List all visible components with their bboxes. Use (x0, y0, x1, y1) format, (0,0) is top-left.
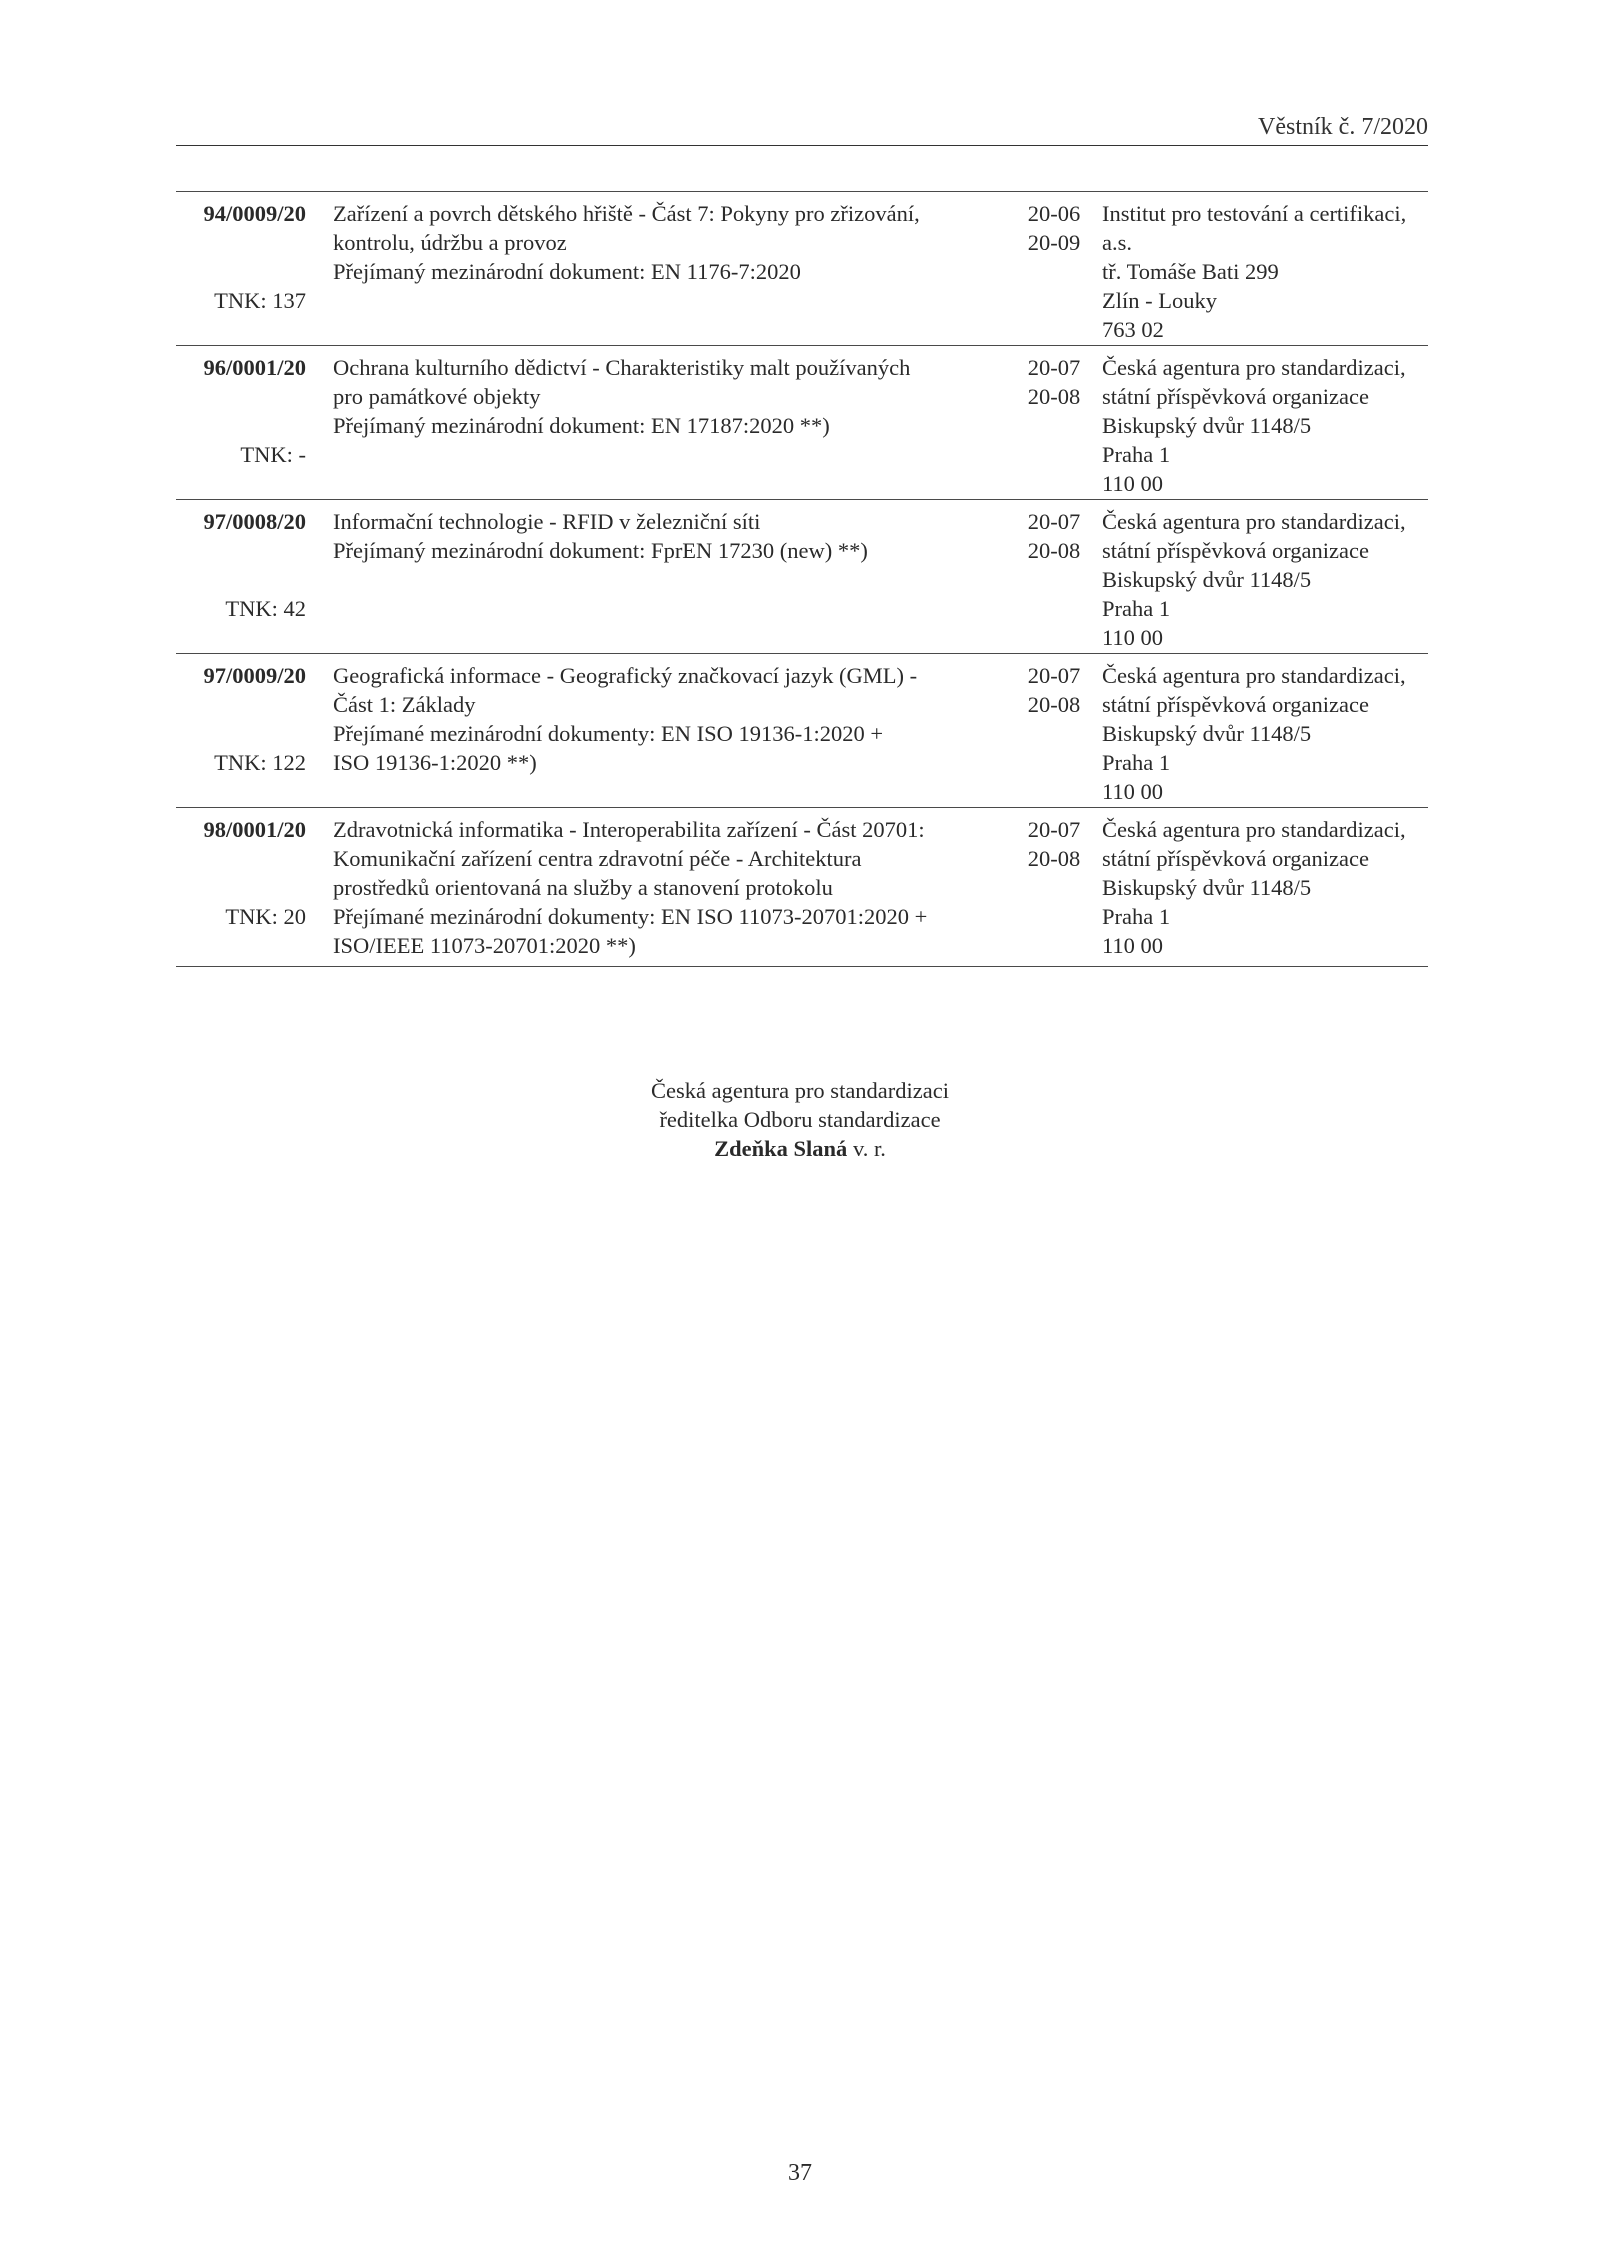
title-line: Přejímaný mezinárodní dokument: FprEN 17230 (new) **) (333, 538, 868, 563)
header-divider (176, 145, 1428, 146)
organization-line: Praha 1 (1102, 750, 1171, 775)
tnk-number: TNK: - (240, 442, 306, 467)
dates-cell (1011, 353, 1097, 411)
standards-table (176, 191, 1428, 967)
standard-title-cell (333, 353, 1013, 440)
title-line: Přejímaný mezinárodní dokument: EN 17187:2020 **) (333, 413, 830, 438)
organization-line: státní příspěvková organizace (1102, 692, 1369, 717)
standard-number: 98/0001/20 (203, 817, 306, 842)
title-line: Komunikační zařízení centra zdravotní péče - Architektura (333, 846, 862, 871)
date-value: 20-07 (1027, 817, 1081, 842)
title-line: prostředků orientovaná na služby a stanovení protokolu (333, 875, 833, 900)
table-row (176, 654, 1428, 808)
date-value: 20-07 (1027, 663, 1081, 688)
signature-block (500, 1076, 1100, 1163)
table-row (176, 346, 1428, 500)
title-line: Přejímaný mezinárodní dokument: EN 1176-7:2020 (333, 259, 801, 284)
date-value: 20-08 (1027, 384, 1081, 409)
title-line: Zařízení a povrch dětského hřiště - Část 7: Pokyny pro zřizování, (333, 201, 920, 226)
date-value: 20-07 (1027, 509, 1081, 534)
organization-line: státní příspěvková organizace (1102, 538, 1369, 563)
processor-organization-cell (1102, 661, 1432, 806)
standard-id-cell (176, 661, 306, 777)
organization-line: tř. Tomáše Bati 299 (1102, 259, 1279, 284)
title-line: Přejímané mezinárodní dokumenty: EN ISO 19136-1:2020 + (333, 721, 884, 746)
organization-line: a.s. (1102, 230, 1132, 255)
standard-number: 96/0001/20 (203, 355, 306, 380)
organization-line: státní příspěvková organizace (1102, 846, 1369, 871)
title-line: Informační technologie - RFID v železniční síti (333, 509, 761, 534)
table-row (176, 808, 1428, 967)
dates-cell (1011, 815, 1097, 873)
page-number: 37 (788, 2160, 812, 2186)
title-line: Část 1: Základy (333, 692, 476, 717)
title-line: ISO/IEEE 11073-20701:2020 **) (333, 933, 636, 958)
organization-line: 110 00 (1102, 933, 1164, 958)
title-line: ISO 19136-1:2020 **) (333, 750, 537, 775)
standard-title-cell (333, 815, 1013, 960)
date-value: 20-07 (1027, 355, 1081, 380)
tnk-number: TNK: 20 (225, 904, 306, 929)
organization-line: Biskupský dvůr 1148/5 (1102, 567, 1312, 592)
organization-line: Biskupský dvůr 1148/5 (1102, 875, 1312, 900)
standard-title-cell (333, 199, 1013, 286)
tnk-number: TNK: 122 (214, 750, 306, 775)
organization-line: Zlín - Louky (1102, 288, 1217, 313)
organization-line: Česká agentura pro standardizaci, (1102, 663, 1406, 688)
signature-position: ředitelka Odboru standardizace (659, 1107, 941, 1132)
processor-organization-cell (1102, 353, 1432, 498)
standard-title-cell (333, 661, 1013, 777)
organization-line: Biskupský dvůr 1148/5 (1102, 413, 1312, 438)
dates-cell (1011, 199, 1097, 257)
date-value: 20-08 (1027, 846, 1081, 871)
title-line: Zdravotnická informatika - Interoperabilita zařízení - Část 20701: (333, 817, 925, 842)
signature-suffix: v. r. (847, 1136, 886, 1161)
standard-title-cell (333, 507, 1013, 565)
standard-id-cell (176, 353, 306, 469)
dates-cell (1011, 661, 1097, 719)
organization-line: 110 00 (1102, 471, 1164, 496)
standard-id-cell (176, 507, 306, 623)
tnk-number: TNK: 42 (225, 596, 306, 621)
standard-number: 97/0008/20 (203, 509, 306, 534)
date-value: 20-08 (1027, 538, 1081, 563)
title-line: kontrolu, údržbu a provoz (333, 230, 567, 255)
standard-number: 97/0009/20 (203, 663, 306, 688)
organization-line: Česká agentura pro standardizaci, (1102, 509, 1406, 534)
date-value: 20-06 (1027, 201, 1081, 226)
organization-line: 110 00 (1102, 779, 1164, 804)
date-value: 20-09 (1027, 230, 1081, 255)
table-row (176, 192, 1428, 346)
organization-line: Institut pro testování a certifikaci, (1102, 201, 1407, 226)
title-line: Přejímané mezinárodní dokumenty: EN ISO 11073-20701:2020 + (333, 904, 928, 929)
standard-id-cell (176, 199, 306, 315)
processor-organization-cell (1102, 199, 1432, 344)
organization-line: Praha 1 (1102, 596, 1171, 621)
standard-number: 94/0009/20 (203, 201, 306, 226)
organization-line: 110 00 (1102, 625, 1164, 650)
standard-id-cell (176, 815, 306, 931)
date-value: 20-08 (1027, 692, 1081, 717)
title-line: Ochrana kulturního dědictví - Charakteristiky malt používaných (333, 355, 911, 380)
organization-line: Praha 1 (1102, 904, 1171, 929)
page-header-title: Věstník č. 7/2020 (1258, 114, 1428, 140)
table-row (176, 500, 1428, 654)
dates-cell (1011, 507, 1097, 565)
signature-organization: Česká agentura pro standardizaci (651, 1078, 949, 1103)
organization-line: Česká agentura pro standardizaci, (1102, 817, 1406, 842)
title-line: Geografická informace - Geografický značkovací jazyk (GML) - (333, 663, 918, 688)
title-line: pro památkové objekty (333, 384, 541, 409)
organization-line: Praha 1 (1102, 442, 1171, 467)
organization-line: Biskupský dvůr 1148/5 (1102, 721, 1312, 746)
organization-line: 763 02 (1102, 317, 1164, 342)
signature-name-line (500, 1134, 1100, 1163)
processor-organization-cell (1102, 815, 1432, 960)
processor-organization-cell (1102, 507, 1432, 652)
tnk-number: TNK: 137 (214, 288, 306, 313)
signature-name: Zdeňka Slaná (714, 1136, 848, 1161)
organization-line: státní příspěvková organizace (1102, 384, 1369, 409)
organization-line: Česká agentura pro standardizaci, (1102, 355, 1406, 380)
